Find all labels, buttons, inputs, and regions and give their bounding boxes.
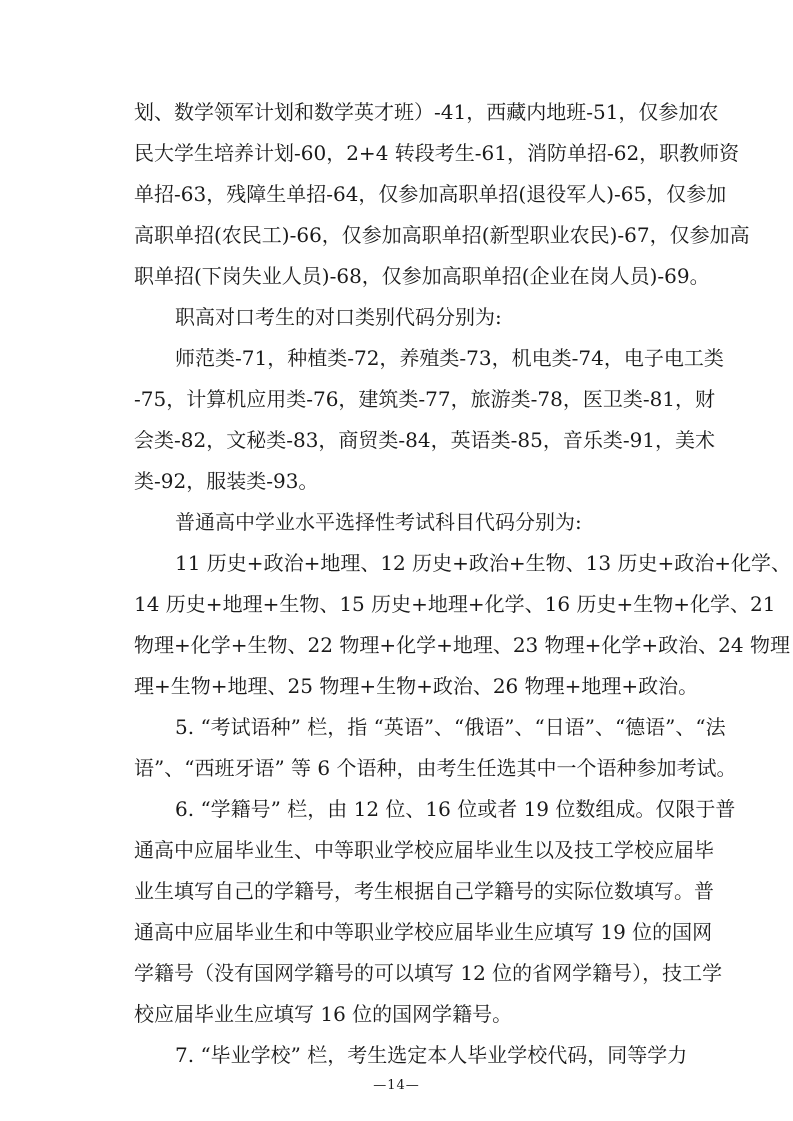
text-line-2: 民大学生培养计划-60，2+4 转段考生-61，消防单招-62，职教师资: [134, 141, 740, 165]
text-line-3: 单招-63，残障生单招-64，仅参加高职单招(退役军人)-65，仅参加: [134, 182, 727, 206]
text-line-11: 普通高中学业水平选择性考试科目代码分别为:: [175, 510, 582, 534]
text-line-14: 物理+化学+生物、22 物理+化学+地理、23 物理+化学+政治、24 物理: [134, 633, 790, 657]
text-line-13: 14 历史+地理+生物、15 历史+地理+化学、16 历史+生物+化学、21: [134, 592, 776, 616]
text-line-20: 业生填写自己的学籍号，考生根据自己学籍号的实际位数填写。普: [134, 879, 714, 903]
text-line-7: 师范类-71，种植类-72，养殖类-73，机电类-74，电子电工类: [175, 346, 724, 370]
text-line-1: 划、数学领军计划和数学英才班）-41，西藏内地班-51，仅参加农: [134, 100, 719, 124]
text-line-6: 职高对口考生的对口类别代码分别为:: [175, 305, 502, 329]
text-line-24: 7. “毕业学校” 栏，考生选定本人毕业学校代码，同等学力: [175, 1043, 688, 1067]
text-line-12: 11 历史+政治+地理、12 历史+政治+生物、13 历史+政治+化学、: [175, 551, 791, 575]
text-line-22: 学籍号（没有国网学籍号的可以填写 12 位的省网学籍号），技工学: [134, 961, 723, 985]
page-number: —14—: [373, 1078, 420, 1093]
text-line-8: -75，计算机应用类-76，建筑类-77，旅游类-78，医卫类-81，财: [134, 387, 716, 411]
text-line-21: 通高中应届毕业生和中等职业学校应届毕业生应填写 19 位的国网: [134, 920, 713, 944]
text-line-9: 会类-82，文秘类-83，商贸类-84，英语类-85，音乐类-91，美术: [134, 428, 716, 452]
text-line-5: 职单招(下岗失业人员)-68，仅参加高职单招(企业在岗人员)-69。: [134, 264, 710, 288]
text-line-15: 理+生物+地理、25 物理+生物+政治、26 物理+地理+政治。: [134, 674, 699, 698]
text-line-10: 类-92，服装类-93。: [134, 469, 319, 493]
text-line-19: 通高中应届毕业生、中等职业学校应届毕业生以及技工学校应届毕: [134, 838, 714, 862]
text-line-18: 6. “学籍号” 栏，由 12 位、16 位或者 19 位数组成。仅限于普: [175, 797, 736, 821]
text-line-16: 5. “考试语种” 栏，指 “英语”、“俄语”、“日语”、“德语”、“法: [175, 715, 726, 739]
text-line-4: 高职单招(农民工)-66，仅参加高职单招(新型职业农民)-67，仅参加高: [134, 223, 750, 247]
text-line-17: 语”、“西班牙语” 等 6 个语种，由考生任选其中一个语种参加考试。: [134, 756, 737, 780]
text-line-23: 校应届毕业生应填写 16 位的国网学籍号。: [134, 1002, 513, 1026]
